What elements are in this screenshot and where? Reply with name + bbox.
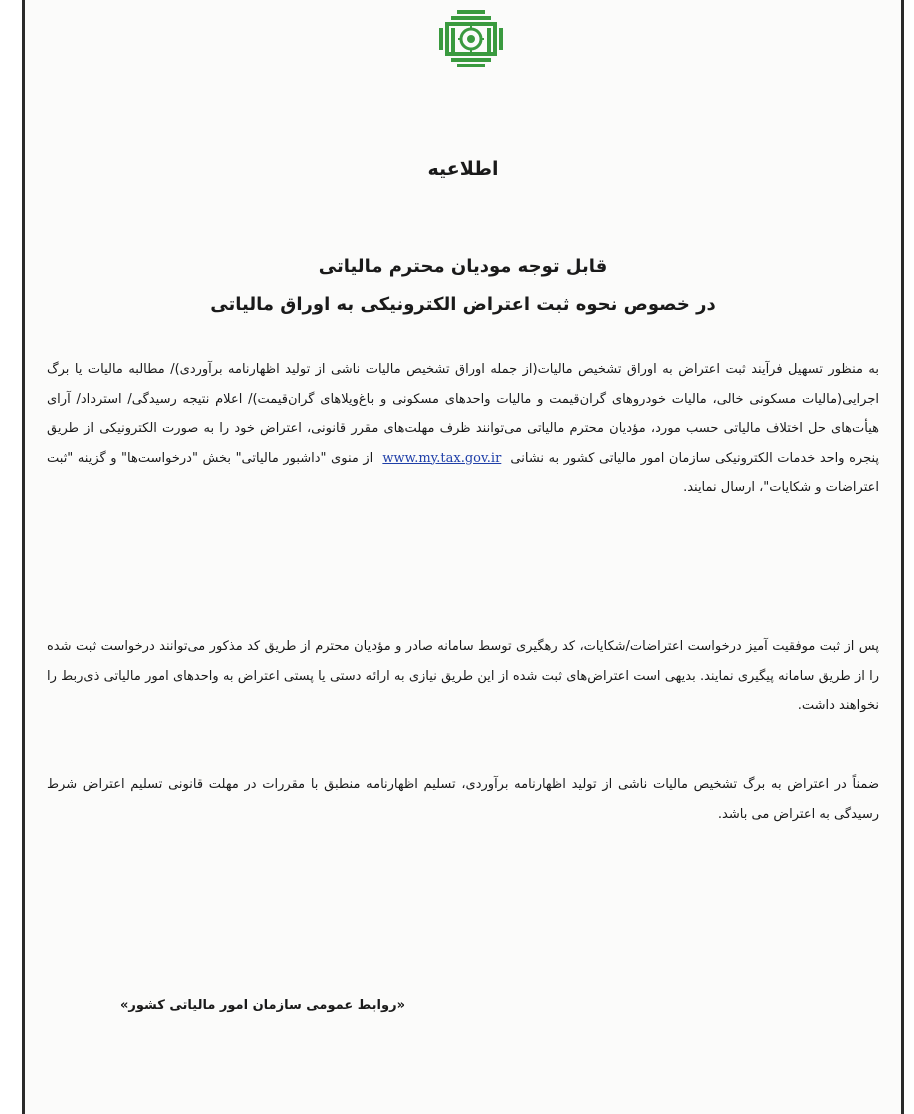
paragraph-3: ضمناً در اعتراض به برگ تشخیص مالیات ناشی از تولید اظهارنامه برآوردی، تسلیم اظهارنامه منطبق با مقررات در مهلت قانونی تسلیم اعتراض شرط رسیدگی به اعتراض می باشد.: [47, 777, 879, 822]
paragraph-1-text-cont: از منوی "داشبور مالیاتی" بخش "درخواست‌ها" و گزینه "ثبت اعتراضات و شکایات"، ارسال نمایند.: [47, 450, 879, 495]
tax-organization-logo: [431, 6, 511, 84]
paragraph-2: پس از ثبت موفقیت آمیز درخواست اعتراضات/شکایات، کد رهگیری توسط سامانه صادر و مؤدیان محترم از طریق کد مذکور می‌توانند درخواست ثبت شده را از طریق سامانه پیگیری نمایند. بدیهی است اعتراض‌های ثبت شده از این طریق نیازی به ارائه دستی یا پستی اعتراض به واحدهای امور مالیاتی ذی‌ربط را نخواهند داشت.: [47, 639, 879, 713]
notice-title: اطلاعیه: [427, 158, 499, 180]
subtitle-line-2: در خصوص نحوه ثبت اعتراض الکترونیکی به اوراق مالیاتی: [210, 294, 716, 315]
notice-page: [22, 0, 904, 1114]
signature: «روابط عمومی سازمان امور مالیاتی کشور»: [120, 998, 405, 1013]
subtitle-line-1: قابل توجه مودیان محترم مالیاتی: [318, 256, 608, 277]
tax-portal-link[interactable]: www.my.tax.gov.ir: [382, 450, 502, 466]
paragraph-1: [47, 355, 879, 503]
paragraph-1-text: به منظور تسهیل فرآیند ثبت اعتراض به اوراق تشخیص مالیات(از جمله اوراق تشخیص مالیات ناشی از تولید اظهارنامه برآوردی)/ مطالبه مالیات یا برگ اجرایی(مالیات مسکونی خالی، مالیات خودروهای گران‌قیمت و مالیات واحدهای مسکونی و باغ‌ویلاهای گران‌قیمت)/ اعلام نتیجه رسیدگی/ استرداد/ آرای هیأت‌های حل اختلاف مالیاتی حسب مورد، مؤدیان محترم مالیاتی می‌توانند ظرف مهلت‌های مقرر قانونی، اعتراض خود را به صورت الکترونیکی از طریق پنجره واحد خدمات الکترونیکی سازمان امور مالیاتی کشور به نشانی: [47, 362, 880, 466]
logo-emblem-icon: [431, 6, 511, 84]
